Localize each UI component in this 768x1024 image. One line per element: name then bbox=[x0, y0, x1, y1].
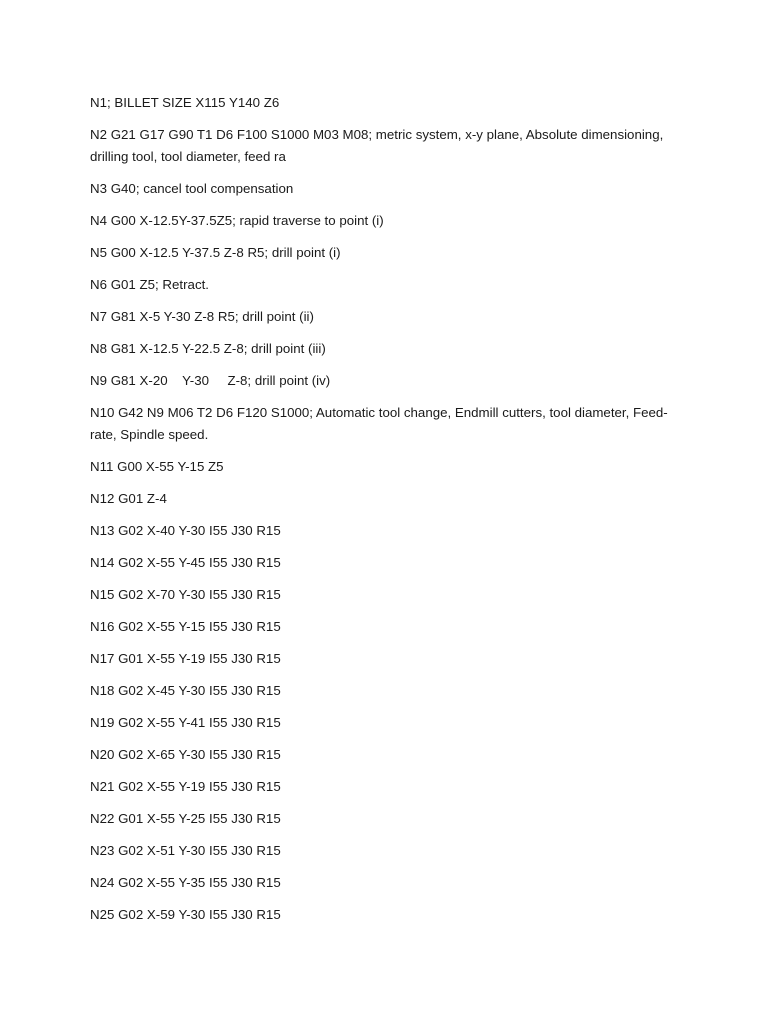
nc-block-n5: N5 G00 X-12.5 Y-37.5 Z-8 R5; drill point (i) bbox=[90, 245, 341, 260]
nc-block-n4: N4 G00 X-12.5Y-37.5Z5; rapid traverse to point (i) bbox=[90, 213, 384, 228]
nc-block-n25: N25 G02 X-59 Y-30 I55 J30 R15 bbox=[90, 907, 281, 922]
nc-block-n21: N21 G02 X-55 Y-19 I55 J30 R15 bbox=[90, 779, 281, 794]
nc-block-n13: N13 G02 X-40 Y-30 I55 J30 R15 bbox=[90, 523, 281, 538]
nc-block-n14: N14 G02 X-55 Y-45 I55 J30 R15 bbox=[90, 555, 281, 570]
nc-block-n10: N10 G42 N9 M06 T2 D6 F120 S1000; Automatic tool change, Endmill cutters, tool diameter, Feed-rate, Spindle speed. bbox=[90, 405, 668, 442]
nc-block-n9: N9 G81 X-20 Y-30 Z-8; drill point (iv) bbox=[90, 373, 331, 388]
nc-block-n22: N22 G01 X-55 Y-25 I55 J30 R15 bbox=[90, 811, 281, 826]
nc-block-n15: N15 G02 X-70 Y-30 I55 J30 R15 bbox=[90, 587, 281, 602]
nc-block-n7: N7 G81 X-5 Y-30 Z-8 R5; drill point (ii) bbox=[90, 309, 314, 324]
nc-block-n12: N12 G01 Z-4 bbox=[90, 491, 167, 506]
nc-block-n8: N8 G81 X-12.5 Y-22.5 Z-8; drill point (iii) bbox=[90, 341, 326, 356]
nc-block-n11: N11 G00 X-55 Y-15 Z5 bbox=[90, 459, 224, 474]
document-body bbox=[90, 92, 690, 936]
nc-block-n1: N1; BILLET SIZE X115 Y140 Z6 bbox=[90, 95, 280, 110]
nc-block-n23: N23 G02 X-51 Y-30 I55 J30 R15 bbox=[90, 843, 281, 858]
nc-block-n20: N20 G02 X-65 Y-30 I55 J30 R15 bbox=[90, 747, 281, 762]
nc-block-n18: N18 G02 X-45 Y-30 I55 J30 R15 bbox=[90, 683, 281, 698]
nc-block-n17: N17 G01 X-55 Y-19 I55 J30 R15 bbox=[90, 651, 281, 666]
nc-block-n24: N24 G02 X-55 Y-35 I55 J30 R15 bbox=[90, 875, 281, 890]
nc-block-n6: N6 G01 Z5; Retract. bbox=[90, 277, 209, 292]
nc-block-n3: N3 G40; cancel tool compensation bbox=[90, 181, 294, 196]
nc-block-n16: N16 G02 X-55 Y-15 I55 J30 R15 bbox=[90, 619, 281, 634]
nc-block-n2: N2 G21 G17 G90 T1 D6 F100 S1000 M03 M08; metric system, x-y plane, Absolute dimensioning, drilling tool, tool diameter, feed ra bbox=[90, 127, 667, 164]
nc-block-n19: N19 G02 X-55 Y-41 I55 J30 R15 bbox=[90, 715, 281, 730]
